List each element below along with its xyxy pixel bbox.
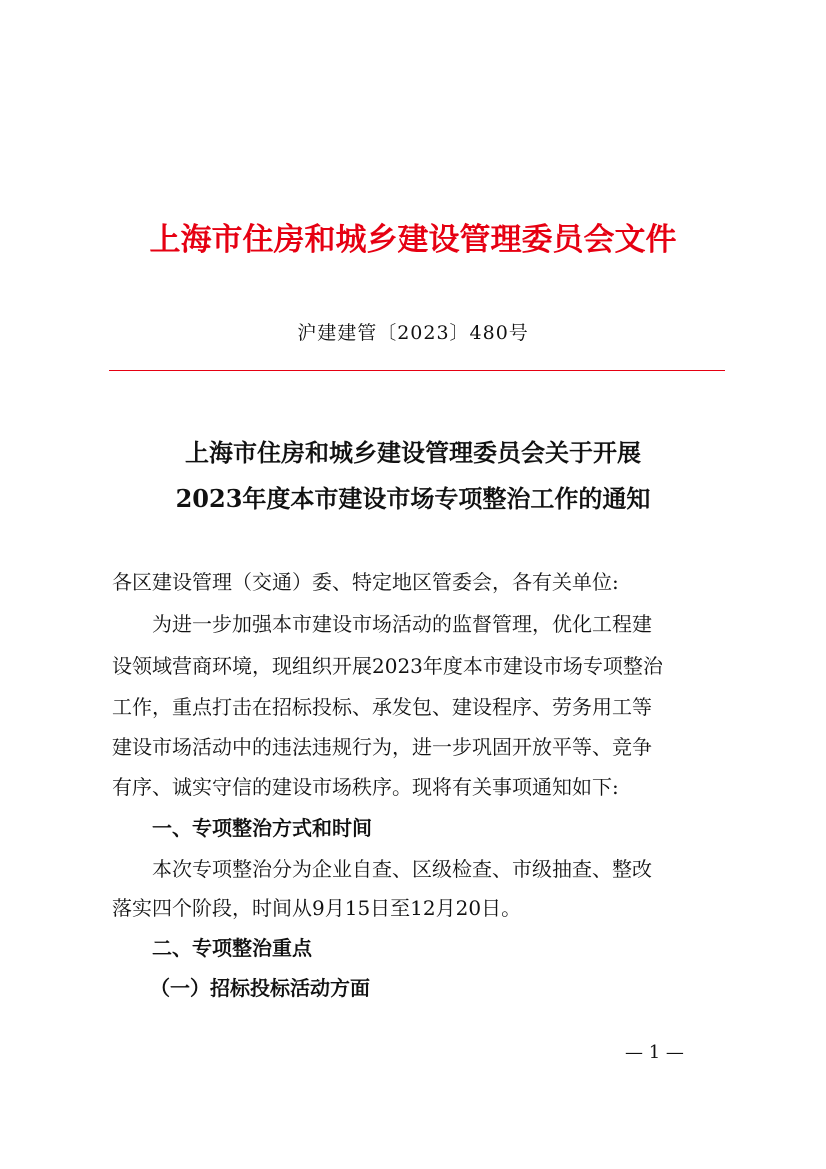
paragraph-line: 为进一步加强本市建设市场活动的监督管理，优化工程建	[152, 612, 652, 636]
addressee: 各区建设管理（交通）委、特定地区管委会，各有关单位:	[112, 570, 619, 594]
red-divider	[109, 370, 725, 371]
paragraph-line: 工作，重点打击在招标投标、承发包、建设程序、劳务用工等	[112, 695, 652, 719]
document-number: 沪建建管〔2023〕480号	[297, 322, 529, 344]
issuer-title: 上海市住房和城乡建设管理委员会文件	[149, 222, 677, 258]
section-heading-2: 二、专项整治重点	[152, 936, 312, 960]
paragraph-line: 设领域营商环境，现组织开展2023年度本市建设市场专项整治	[112, 654, 663, 678]
paragraph-line: 落实四个阶段，时间从9月15日至12月20日。	[112, 896, 522, 920]
paragraph-line: 有序、诚实守信的建设市场秩序。现将有关事项通知如下:	[112, 775, 619, 799]
subsection-heading-1: （一）招标投标活动方面	[150, 976, 370, 1000]
paragraph-line: 本次专项整治分为企业自查、区级检查、市级抽查、整改	[152, 857, 652, 881]
section-heading-1: 一、专项整治方式和时间	[152, 816, 372, 840]
paragraph-line: 建设市场活动中的违法违规行为，进一步巩固开放平等、竞争	[112, 735, 652, 759]
document-title-line-2: 2023年度本市建设市场专项整治工作的通知	[175, 484, 651, 513]
document-title-line-1: 上海市住房和城乡建设管理委员会关于开展	[185, 438, 641, 467]
